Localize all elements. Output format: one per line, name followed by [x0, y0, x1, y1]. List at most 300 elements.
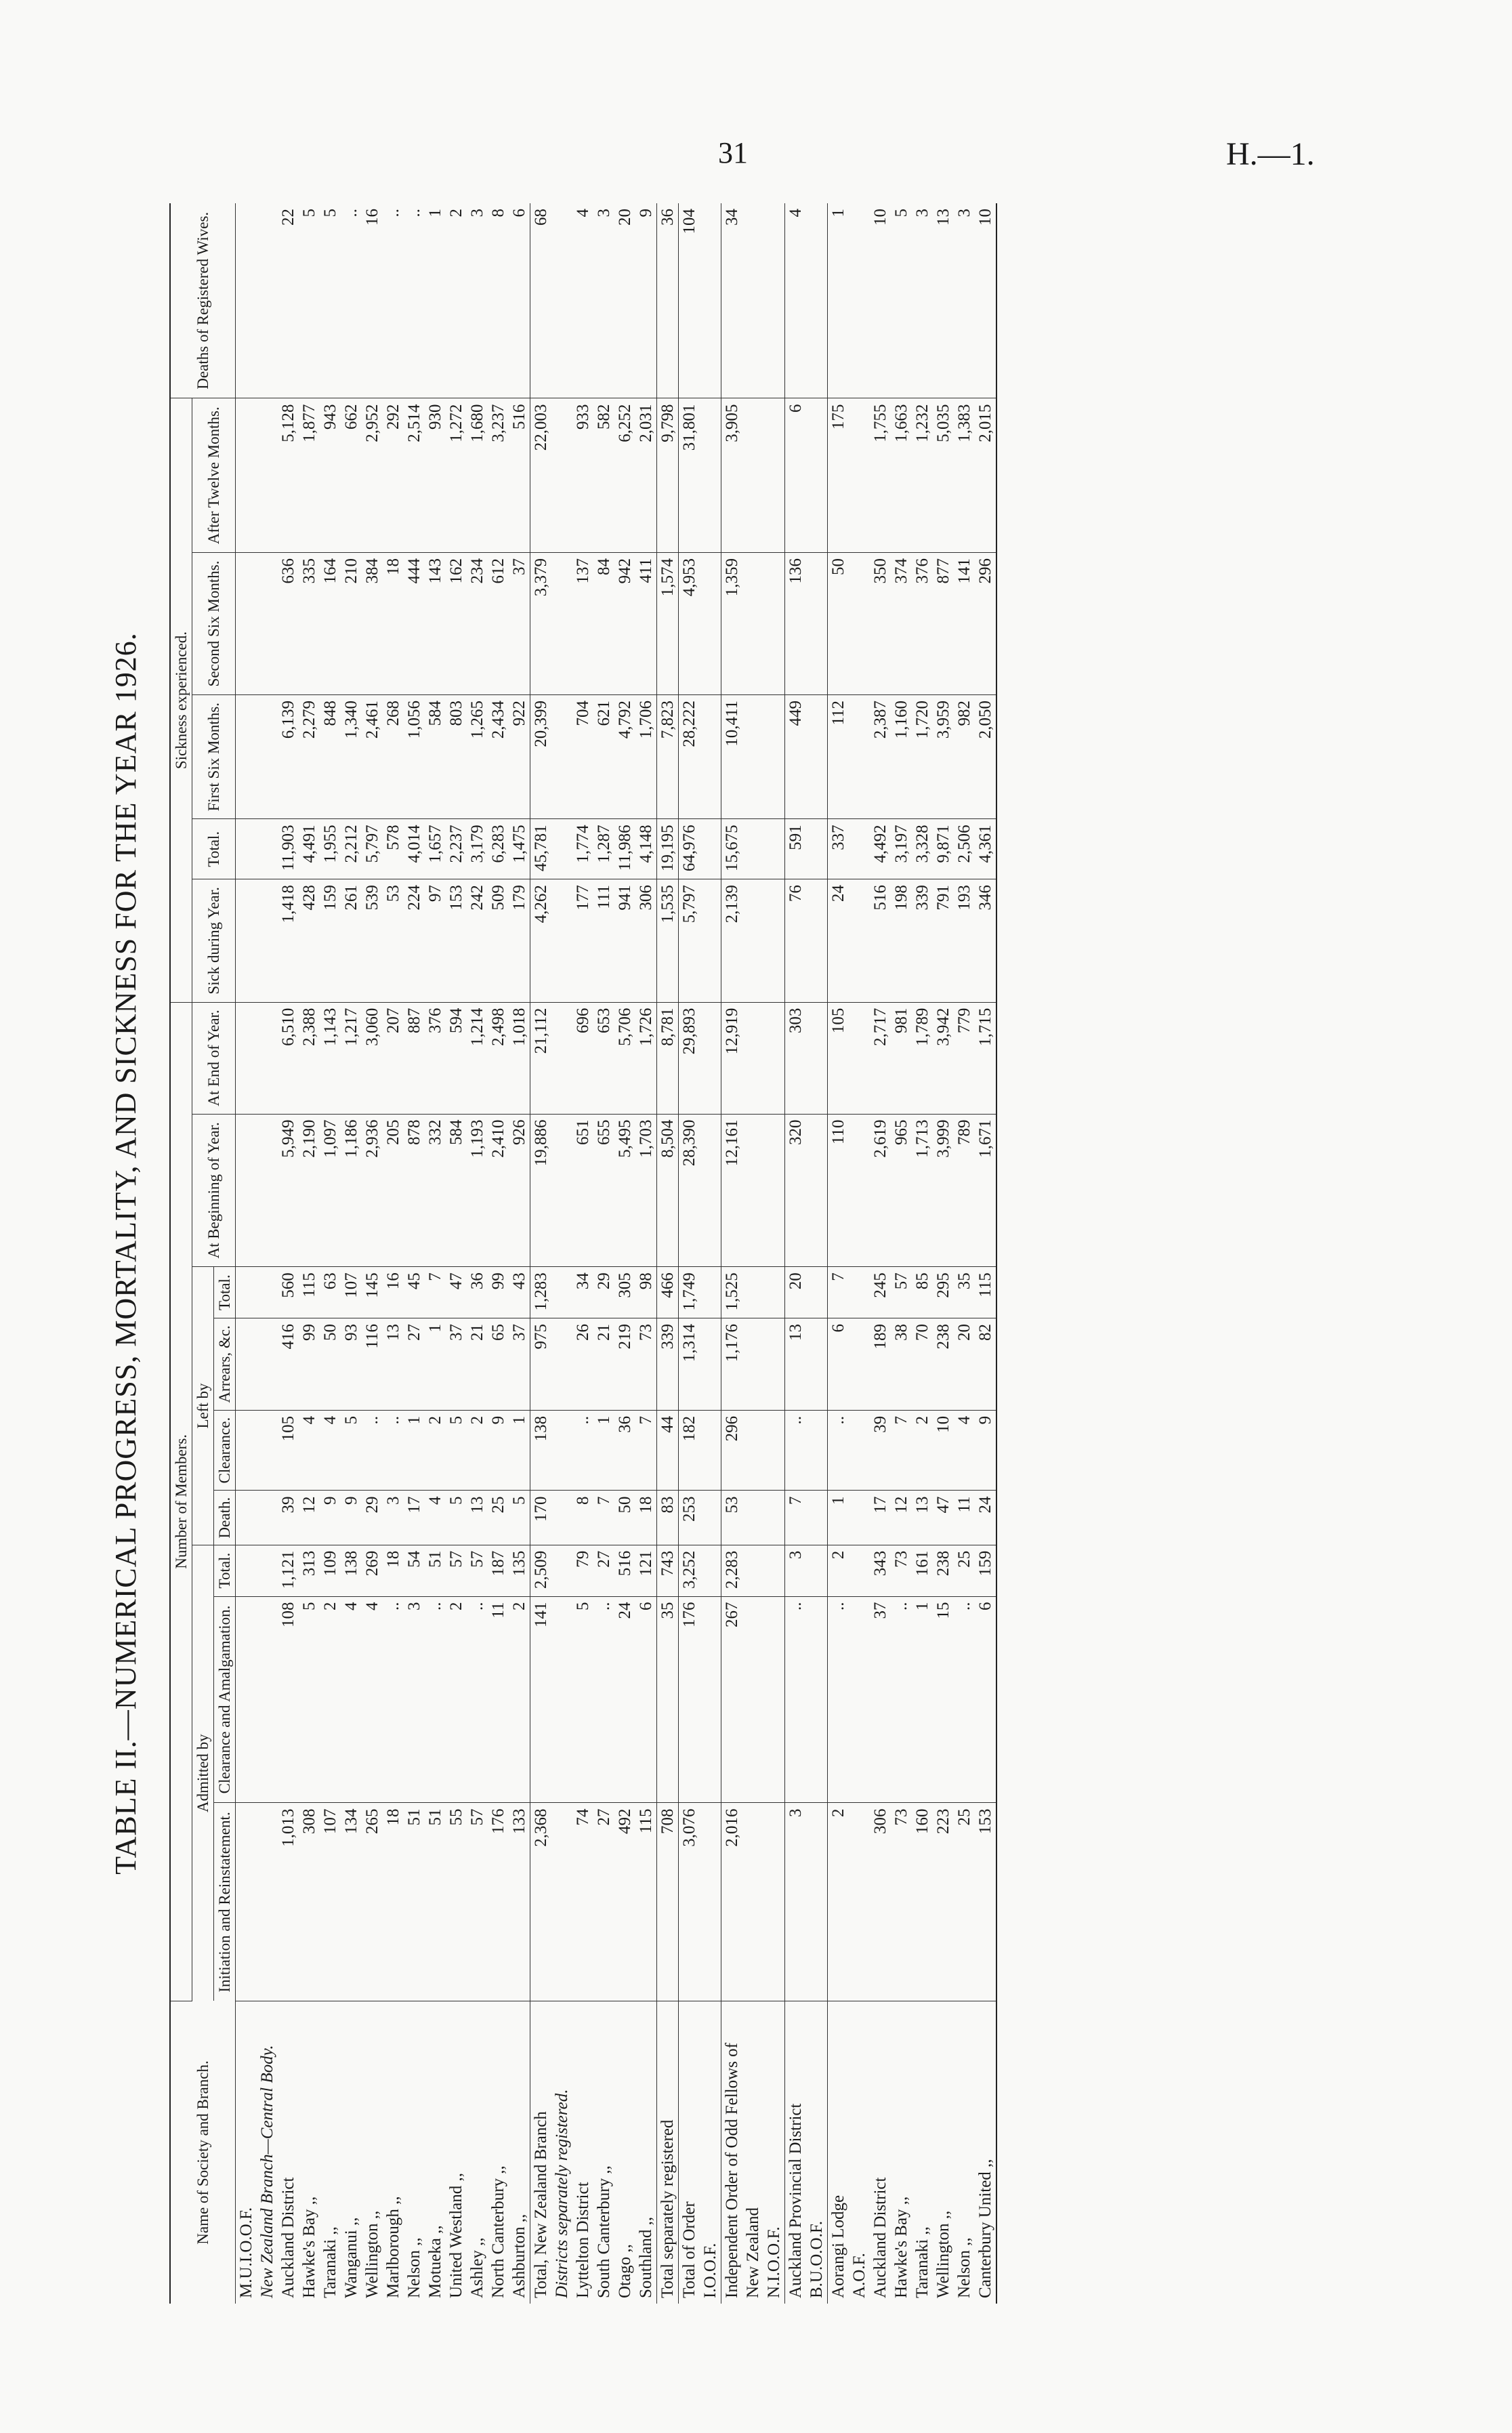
value-cell: 9: [320, 1491, 341, 1545]
value-cell: 4: [341, 1596, 362, 1803]
header-left-by: Left by: [192, 1267, 214, 1545]
value-cell: 161: [912, 1545, 933, 1596]
branch-subheading: Districts separately registered.: [553, 2089, 571, 2298]
value-cell: 1,475: [509, 819, 530, 879]
value-cell: 578: [383, 819, 404, 879]
value-cell: 5: [299, 1596, 320, 1803]
value-cell: 1,877: [299, 398, 320, 553]
value-cell: 153: [446, 879, 467, 1002]
value-cell: 981: [891, 1002, 912, 1114]
value-cell: 4: [362, 1596, 383, 1803]
value-cell: 295: [933, 1267, 954, 1318]
empty-cell: [257, 203, 278, 398]
value-cell: 2,461: [362, 694, 383, 818]
table-title: TABLE II.—NUMERICAL PROGRESS, MORTALITY, AND SICKNESS FOR THE YEAR 1926.: [109, 632, 142, 1875]
empty-cell: [551, 1545, 572, 1596]
value-cell: 35: [954, 1267, 975, 1318]
value-cell: 73: [635, 1318, 657, 1411]
value-cell: 708: [657, 1803, 679, 2001]
value-cell: 743: [657, 1545, 679, 1596]
value-cell: 3: [593, 203, 614, 398]
empty-cell: [763, 398, 785, 553]
table-row: [870, 203, 891, 2304]
empty-cell: [236, 1545, 257, 1596]
empty-cell: [849, 203, 870, 398]
value-cell: 13: [383, 1318, 404, 1411]
value-cell: 6: [785, 398, 807, 553]
value-cell: 1,176: [721, 1318, 764, 1411]
value-cell: 941: [614, 879, 635, 1002]
value-cell: 36: [614, 1410, 635, 1491]
value-cell: 4: [299, 1410, 320, 1491]
branch-name: Auckland District: [871, 2177, 889, 2298]
value-cell: 582: [593, 398, 614, 553]
empty-cell: [257, 694, 278, 818]
value-cell: 1,214: [467, 1002, 488, 1114]
value-cell: 7: [635, 1410, 657, 1491]
value-cell: 2,368: [530, 1803, 552, 2001]
value-cell: 1,789: [912, 1002, 933, 1114]
empty-cell: [700, 1803, 721, 2001]
empty-cell: [700, 398, 721, 553]
value-cell: 2,717: [870, 1002, 891, 1114]
value-cell: 245: [870, 1267, 891, 1318]
value-cell: 1,232: [912, 398, 933, 553]
value-cell: 5,949: [278, 1114, 299, 1267]
value-cell: 19,195: [657, 819, 679, 879]
value-cell: 51: [425, 1545, 446, 1596]
value-cell: 591: [785, 819, 807, 879]
value-cell: 5,706: [614, 1002, 635, 1114]
value-cell: 11: [954, 1491, 975, 1545]
header-admitted-by: Admitted by: [192, 1545, 214, 2001]
value-cell: 2,190: [299, 1114, 320, 1267]
empty-cell: [849, 398, 870, 553]
value-cell: 296: [975, 553, 996, 695]
value-cell: 2,212: [341, 819, 362, 879]
value-cell: 516: [509, 398, 530, 553]
value-cell: 704: [572, 694, 593, 818]
total-row: [785, 203, 807, 2304]
value-cell: 428: [299, 879, 320, 1002]
value-cell: 332: [425, 1114, 446, 1267]
empty-cell: [806, 1267, 828, 1318]
value-cell: 306: [870, 1803, 891, 2001]
branch-name: Ashley ,,: [468, 2237, 486, 2298]
empty-cell: [763, 1002, 785, 1114]
value-cell: 12: [891, 1491, 912, 1545]
value-cell: 887: [404, 1002, 425, 1114]
value-cell: 5: [891, 203, 912, 398]
branch-name: Otago ,,: [616, 2244, 634, 2298]
value-cell: 350: [870, 553, 891, 695]
value-cell: 926: [509, 1114, 530, 1267]
value-cell: 3,060: [362, 1002, 383, 1114]
value-cell: 1,056: [404, 694, 425, 818]
empty-cell: [849, 1318, 870, 1411]
header-at-end: At End of Year.: [192, 1002, 236, 1114]
value-cell: 2: [446, 1596, 467, 1803]
value-cell: 296: [721, 1410, 764, 1491]
value-cell: 29: [362, 1491, 383, 1545]
value-cell: 492: [614, 1803, 635, 2001]
empty-cell: [551, 879, 572, 1002]
value-cell: 1: [509, 1410, 530, 1491]
value-cell: 27: [593, 1545, 614, 1596]
value-cell: 8,504: [657, 1114, 679, 1267]
empty-cell: [551, 819, 572, 879]
value-cell: 79: [572, 1545, 593, 1596]
value-cell: 2: [828, 1545, 849, 1596]
empty-cell: [700, 1267, 721, 1318]
total-row: [828, 203, 849, 2304]
empty-cell: [763, 1545, 785, 1596]
value-cell: 1,774: [572, 819, 593, 879]
empty-cell: [257, 1410, 278, 1491]
society-heading: B.U.O.O.F.: [807, 2221, 826, 2298]
value-cell: 2,139: [721, 879, 764, 1002]
value-cell: 18: [383, 1803, 404, 2001]
value-cell: 159: [975, 1545, 996, 1596]
value-cell: 789: [954, 1114, 975, 1267]
table-row: [975, 203, 996, 2304]
value-cell: 2,434: [488, 694, 509, 818]
value-cell: 4,492: [870, 819, 891, 879]
value-cell: 3,197: [891, 819, 912, 879]
value-cell: ..: [341, 203, 362, 398]
value-cell: ..: [828, 1410, 849, 1491]
empty-cell: [849, 1491, 870, 1545]
value-cell: 85: [912, 1267, 933, 1318]
empty-cell: [236, 398, 257, 553]
value-cell: 3: [404, 1596, 425, 1803]
value-cell: 3,328: [912, 819, 933, 879]
value-cell: 6: [828, 1318, 849, 1411]
branch-name: South Canterbury ,,: [595, 2165, 613, 2298]
table-row: [593, 203, 614, 2304]
table-row: [572, 203, 593, 2304]
table-row: [362, 203, 383, 2304]
value-cell: 210: [341, 553, 362, 695]
value-cell: 28,390: [679, 1114, 700, 1267]
empty-cell: [236, 1267, 257, 1318]
value-cell: 5,797: [679, 879, 700, 1002]
empty-cell: [700, 879, 721, 1002]
empty-cell: [806, 1545, 828, 1596]
value-cell: 4: [425, 1491, 446, 1545]
value-cell: 143: [425, 553, 446, 695]
value-cell: 4,148: [635, 819, 657, 879]
empty-cell: [236, 694, 257, 818]
header-first-six: First Six Months.: [192, 694, 236, 818]
value-cell: 584: [425, 694, 446, 818]
value-cell: 5: [446, 1410, 467, 1491]
value-cell: 1,749: [679, 1267, 700, 1318]
value-cell: ..: [404, 203, 425, 398]
value-cell: 13: [933, 203, 954, 398]
value-cell: 28,222: [679, 694, 700, 818]
empty-cell: [806, 1002, 828, 1114]
table-row: [891, 203, 912, 2304]
value-cell: 16: [362, 203, 383, 398]
value-cell: 1,726: [635, 1002, 657, 1114]
value-cell: 109: [320, 1545, 341, 1596]
value-cell: 73: [891, 1803, 912, 2001]
empty-cell: [236, 1318, 257, 1411]
value-cell: 51: [425, 1803, 446, 2001]
value-cell: 2,283: [721, 1545, 764, 1596]
branch-name: Taranaki ,,: [321, 2226, 339, 2298]
branch-name: Nelson ,,: [955, 2237, 973, 2298]
empty-cell: [257, 1545, 278, 1596]
value-cell: 8: [572, 1491, 593, 1545]
value-cell: 2: [320, 1596, 341, 1803]
value-cell: 15,675: [721, 819, 764, 879]
value-cell: 136: [785, 553, 807, 695]
value-cell: 1,713: [912, 1114, 933, 1267]
empty-cell: [551, 1114, 572, 1267]
branch-name: Taranaki ,,: [913, 2226, 931, 2298]
value-cell: 5: [509, 1491, 530, 1545]
value-cell: 238: [933, 1318, 954, 1411]
value-cell: 70: [912, 1318, 933, 1411]
empty-cell: [763, 203, 785, 398]
value-cell: 45,781: [530, 819, 552, 879]
value-cell: 3: [785, 1545, 807, 1596]
header-after-twelve: After Twelve Months.: [192, 398, 236, 553]
value-cell: 55: [446, 1803, 467, 2001]
value-cell: 47: [933, 1491, 954, 1545]
value-cell: 339: [657, 1318, 679, 1411]
value-cell: 1,018: [509, 1002, 530, 1114]
value-cell: 175: [828, 398, 849, 553]
value-cell: ..: [425, 1596, 446, 1803]
value-cell: 1,715: [975, 1002, 996, 1114]
value-cell: 3,942: [933, 1002, 954, 1114]
value-cell: 444: [404, 553, 425, 695]
table-row: [933, 203, 954, 2304]
value-cell: 1,574: [657, 553, 679, 695]
value-cell: 2: [467, 1410, 488, 1491]
empty-cell: [551, 1002, 572, 1114]
value-cell: 141: [530, 1596, 552, 1803]
empty-cell: [763, 1267, 785, 1318]
value-cell: 1,525: [721, 1267, 764, 1318]
empty-cell: [551, 1491, 572, 1545]
total-row: [530, 203, 552, 2304]
empty-cell: [806, 1410, 828, 1491]
empty-cell: [257, 1114, 278, 1267]
value-cell: 877: [933, 553, 954, 695]
value-cell: 6: [975, 1596, 996, 1803]
value-cell: 1,283: [530, 1267, 552, 1318]
value-cell: 1,706: [635, 694, 657, 818]
value-cell: 57: [891, 1267, 912, 1318]
value-cell: 50: [614, 1491, 635, 1545]
value-cell: 6,139: [278, 694, 299, 818]
value-cell: ..: [828, 1596, 849, 1803]
value-cell: 37: [509, 1318, 530, 1411]
empty-cell: [763, 1803, 785, 2001]
value-cell: 9: [975, 1410, 996, 1491]
branch-subheading-row: [257, 203, 278, 2304]
value-cell: 982: [954, 694, 975, 818]
empty-cell: [257, 553, 278, 695]
table-row: [912, 203, 933, 2304]
value-cell: 22: [278, 203, 299, 398]
header-left-total: Total.: [214, 1267, 236, 1318]
value-cell: 612: [488, 553, 509, 695]
empty-cell: [257, 1318, 278, 1411]
value-cell: 965: [891, 1114, 912, 1267]
value-cell: 2,936: [362, 1114, 383, 1267]
value-cell: 29: [593, 1267, 614, 1318]
empty-cell: [236, 1491, 257, 1545]
value-cell: 39: [870, 1410, 891, 1491]
value-cell: 6,283: [488, 819, 509, 879]
value-cell: 1,755: [870, 398, 891, 553]
value-cell: 9: [488, 1410, 509, 1491]
society-heading-row: [700, 203, 721, 2304]
empty-cell: [763, 819, 785, 879]
value-cell: 133: [509, 1803, 530, 2001]
value-cell: 2,279: [299, 694, 320, 818]
empty-cell: [763, 1410, 785, 1491]
value-cell: 8: [488, 203, 509, 398]
value-cell: 107: [341, 1267, 362, 1318]
value-cell: 339: [912, 879, 933, 1002]
empty-cell: [806, 1803, 828, 2001]
empty-cell: [236, 553, 257, 695]
empty-cell: [551, 398, 572, 553]
value-cell: 269: [362, 1545, 383, 1596]
value-cell: 238: [933, 1545, 954, 1596]
value-cell: 1: [404, 1410, 425, 1491]
empty-cell: [806, 1114, 828, 1267]
value-cell: 74: [572, 1803, 593, 2001]
value-cell: 99: [299, 1318, 320, 1411]
empty-cell: [257, 398, 278, 553]
value-cell: 292: [383, 398, 404, 553]
value-cell: 2,237: [446, 819, 467, 879]
value-cell: 6: [509, 203, 530, 398]
value-cell: 5,128: [278, 398, 299, 553]
value-cell: 36: [657, 203, 679, 398]
empty-cell: [551, 1596, 572, 1803]
value-cell: 37: [446, 1318, 467, 1411]
empty-cell: [849, 1596, 870, 1803]
value-cell: ..: [785, 1596, 807, 1803]
branch-name: United Westland ,,: [447, 2173, 465, 2298]
value-cell: ..: [467, 1596, 488, 1803]
value-cell: 594: [446, 1002, 467, 1114]
value-cell: 1: [828, 1491, 849, 1545]
value-cell: 449: [785, 694, 807, 818]
empty-cell: [763, 1596, 785, 1803]
value-cell: 182: [679, 1410, 700, 1491]
value-cell: 159: [320, 879, 341, 1002]
value-cell: 878: [404, 1114, 425, 1267]
branch-name: Total of Order: [679, 2001, 700, 2304]
value-cell: 179: [509, 879, 530, 1002]
value-cell: 12,161: [721, 1114, 764, 1267]
value-cell: 1,535: [657, 879, 679, 1002]
society-heading: I.O.O.F.: [701, 2243, 719, 2298]
table-row: [425, 203, 446, 2304]
value-cell: ..: [572, 1410, 593, 1491]
empty-cell: [236, 1002, 257, 1114]
value-cell: 112: [828, 694, 849, 818]
value-cell: 636: [278, 553, 299, 695]
value-cell: ..: [383, 1410, 404, 1491]
header-deaths-wives: Deaths of Registered Wives.: [170, 203, 236, 398]
value-cell: 1: [912, 1596, 933, 1803]
value-cell: 13: [912, 1491, 933, 1545]
value-cell: 4,491: [299, 819, 320, 879]
value-cell: 141: [954, 553, 975, 695]
value-cell: 3: [954, 203, 975, 398]
value-cell: 1,097: [320, 1114, 341, 1267]
value-cell: 384: [362, 553, 383, 695]
value-cell: 335: [299, 553, 320, 695]
value-cell: 10: [870, 203, 891, 398]
branch-name: Independent Order of Odd Fellows of New Zealand: [721, 2001, 764, 2304]
value-cell: 115: [975, 1267, 996, 1318]
value-cell: 27: [404, 1318, 425, 1411]
value-cell: 3,999: [933, 1114, 954, 1267]
value-cell: 7,823: [657, 694, 679, 818]
value-cell: 134: [341, 1803, 362, 2001]
empty-cell: [700, 1596, 721, 1803]
value-cell: 5: [320, 203, 341, 398]
value-cell: 51: [404, 1803, 425, 2001]
value-cell: 53: [383, 879, 404, 1002]
value-cell: 2,619: [870, 1114, 891, 1267]
empty-cell: [849, 1267, 870, 1318]
value-cell: 7: [785, 1491, 807, 1545]
value-cell: 3: [785, 1803, 807, 2001]
value-cell: 696: [572, 1002, 593, 1114]
branch-name: Wellington ,,: [363, 2210, 381, 2298]
empty-cell: [849, 1545, 870, 1596]
empty-cell: [257, 879, 278, 1002]
value-cell: 13: [785, 1318, 807, 1411]
table-row: [509, 203, 530, 2304]
header-clearance-left: Clearance.: [214, 1410, 236, 1491]
value-cell: 17: [870, 1491, 891, 1545]
value-cell: 2: [509, 1596, 530, 1803]
value-cell: 7: [891, 1410, 912, 1491]
value-cell: 320: [785, 1114, 807, 1267]
value-cell: 2: [425, 1410, 446, 1491]
value-cell: 3,905: [721, 398, 764, 553]
empty-cell: [763, 553, 785, 695]
value-cell: 1,013: [278, 1803, 299, 2001]
value-cell: 68: [530, 203, 552, 398]
value-cell: 57: [467, 1545, 488, 1596]
branch-name: Nelson ,,: [405, 2237, 423, 2298]
value-cell: 376: [425, 1002, 446, 1114]
empty-cell: [849, 819, 870, 879]
value-cell: 9: [635, 203, 657, 398]
value-cell: 265: [362, 1803, 383, 2001]
value-cell: 11,986: [614, 819, 635, 879]
value-cell: 5,035: [933, 398, 954, 553]
empty-cell: [236, 1410, 257, 1491]
value-cell: 17: [404, 1491, 425, 1545]
society-heading-row: [849, 203, 870, 2304]
value-cell: 170: [530, 1491, 552, 1545]
